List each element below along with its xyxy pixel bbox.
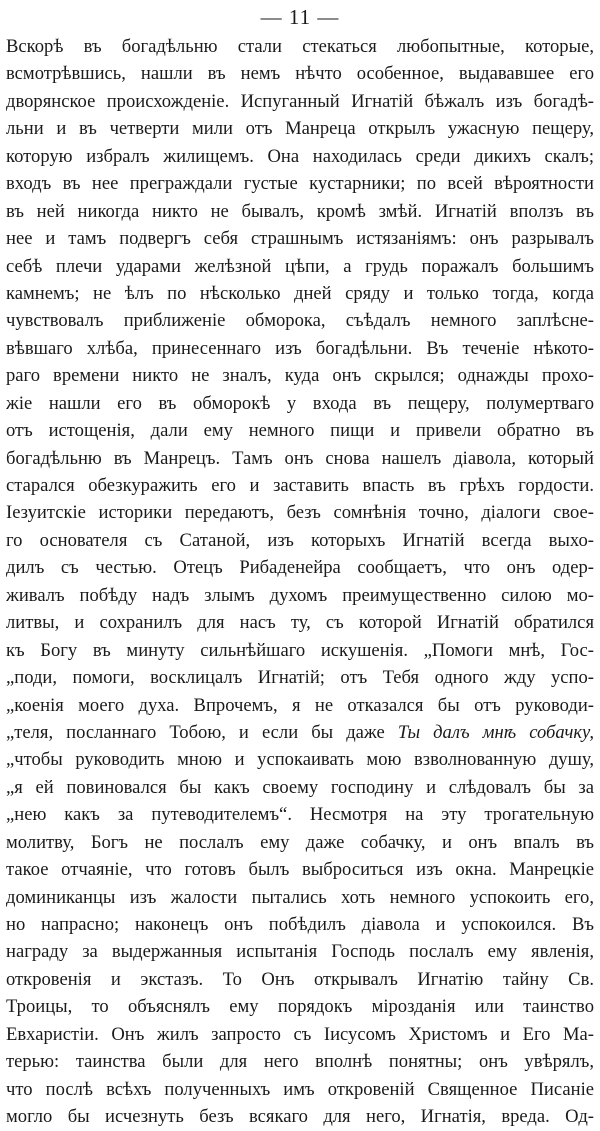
- text-line: „чтобы руководить мною и успокаивать мою взволнованную душу,: [6, 749, 594, 771]
- italic-fragment: Ты далъ мнѣ собачку,: [397, 721, 594, 743]
- text-line: въ ней никогда никто не бывалъ, кромѣ змѣй. Игнатій вползъ въ: [6, 200, 594, 222]
- text-line: всмотрѣвшись, нашли въ немъ нѣчто особенное, выдававшее его: [6, 63, 594, 85]
- text-line: доминиканцы изъ жалости пытались хоть немного успокоить его,: [6, 886, 594, 908]
- text-line: „коенія моего духа. Впрочемъ, я не отказался бы отъ руководи-: [6, 694, 594, 716]
- text-line: камнемъ; не ѣлъ по нѣсколько дней сряду и только тогда, когда: [6, 282, 594, 304]
- text-line: жіе нашли его въ обморокѣ у входа въ пещеру, полумертваго: [6, 392, 594, 414]
- text-line: награду за выдержанныя испытанія Господь послалъ ему явленія,: [6, 941, 594, 963]
- body-text: [6, 33, 594, 1131]
- text-line: Троицы, то объяснялъ ему порядокъ мірозданія или таинство: [6, 996, 594, 1018]
- text-line: отъ истощенія, дали ему немного пищи и привели обратно въ: [6, 420, 594, 442]
- text-line: молитву, Богъ не послалъ ему даже собачку, и онъ впалъ въ: [6, 831, 594, 853]
- text-line: го основателя съ Сатаной, изъ которыхъ Игнатій всегда выхо-: [6, 529, 594, 551]
- text-line: которую избралъ жилищемъ. Она находилась среди дикихъ скалъ;: [6, 145, 594, 167]
- text-line: „поди, помоги, восклицалъ Игнатій; отъ Тебя одного жду успо-: [6, 667, 594, 689]
- text-line: себѣ плечи ударами желѣзной цѣпи, а грудь поражалъ большимъ: [6, 255, 594, 277]
- text-line: нее и тамъ подвергъ себя страшнымъ истязаніямъ: онъ разрывалъ: [6, 228, 594, 250]
- text-line: Вскорѣ въ богадѣльню стали стекаться любопытные, которые,: [6, 36, 594, 57]
- text-line: чувствовалъ приближеніе обморока, съѣдалъ немного заплѣсне-: [6, 310, 594, 332]
- text-line: живалъ побѣду надъ злымъ духомъ преимущественно силою мо-: [6, 584, 594, 606]
- text-line: дилъ съ честью. Отецъ Рибаденейра сообщаетъ, что онъ одер-: [6, 557, 594, 579]
- text-line: старался обезкуражить его и заставить впасть въ грѣхъ гордости.: [6, 475, 594, 496]
- text-line: входъ въ нее преграждали густые кустарники; по всей вѣроятности: [6, 173, 594, 195]
- text-line: дворянское происхожденіе. Испуганный Игнатій бѣжалъ изъ богадѣ-: [6, 90, 594, 112]
- text-line: Евхаристіи. Онъ жилъ запросто съ Іисусомъ Христомъ и Его Ма-: [6, 1023, 594, 1045]
- text-line: могло бы исчезнуть безъ всякаго для него, Игнатія, вреда. Од-: [6, 1106, 594, 1128]
- text-line: богадѣльню въ Манрецъ. Тамъ онъ снова нашелъ діавола, который: [6, 447, 594, 469]
- text-line: такое отчаяніе, что готовъ былъ выброситься изъ окна. Манрецкіе: [6, 859, 594, 881]
- text-line: „нею какъ за путеводителемъ“. Несмотря на эту трогательную: [6, 804, 594, 826]
- text-line: вѣвшаго хлѣба, принесеннаго изъ богадѣльни. Въ теченіе нѣкото-: [6, 337, 594, 359]
- text-line: къ Богу въ минуту сильнѣйшаго искушенія. „Помоги мнѣ, Гос-: [6, 639, 594, 661]
- text-line: льни и въ четверти мили отъ Манреца открылъ ужасную пещеру,: [6, 118, 594, 140]
- text-line: литвы, и сохранилъ для насъ ту, съ которой Игнатій обратился: [6, 612, 594, 634]
- text-line: раго времени никто не зналъ, куда онъ скрылся; однажды прохо-: [6, 365, 594, 387]
- page-number: — 11 —: [260, 5, 340, 29]
- text-line: „я ей повиновался бы какъ своему господину и слѣдовалъ бы за: [6, 776, 594, 798]
- text-line: но напрасно; наконецъ онъ побѣдилъ діавола и успокоился. Въ: [6, 914, 594, 935]
- text-line: Іезуитскіе историки передаютъ, безъ сомнѣнія точно, діалоги свое-: [6, 502, 594, 524]
- text-line-with-italic: „теля, посланнаго Тобою, и если бы даже Ты далъ мнѣ собачку,: [6, 721, 594, 743]
- text-line: что послѣ всѣхъ полученныхъ имъ откровеній Священное Писаніе: [6, 1078, 594, 1100]
- text-line: откровенія и экстазъ. То Онъ открывалъ Игнатію тайну Св.: [6, 968, 594, 990]
- text-line: терью: таинства были для него вполнѣ понятны; онъ увѣрялъ,: [6, 1051, 594, 1073]
